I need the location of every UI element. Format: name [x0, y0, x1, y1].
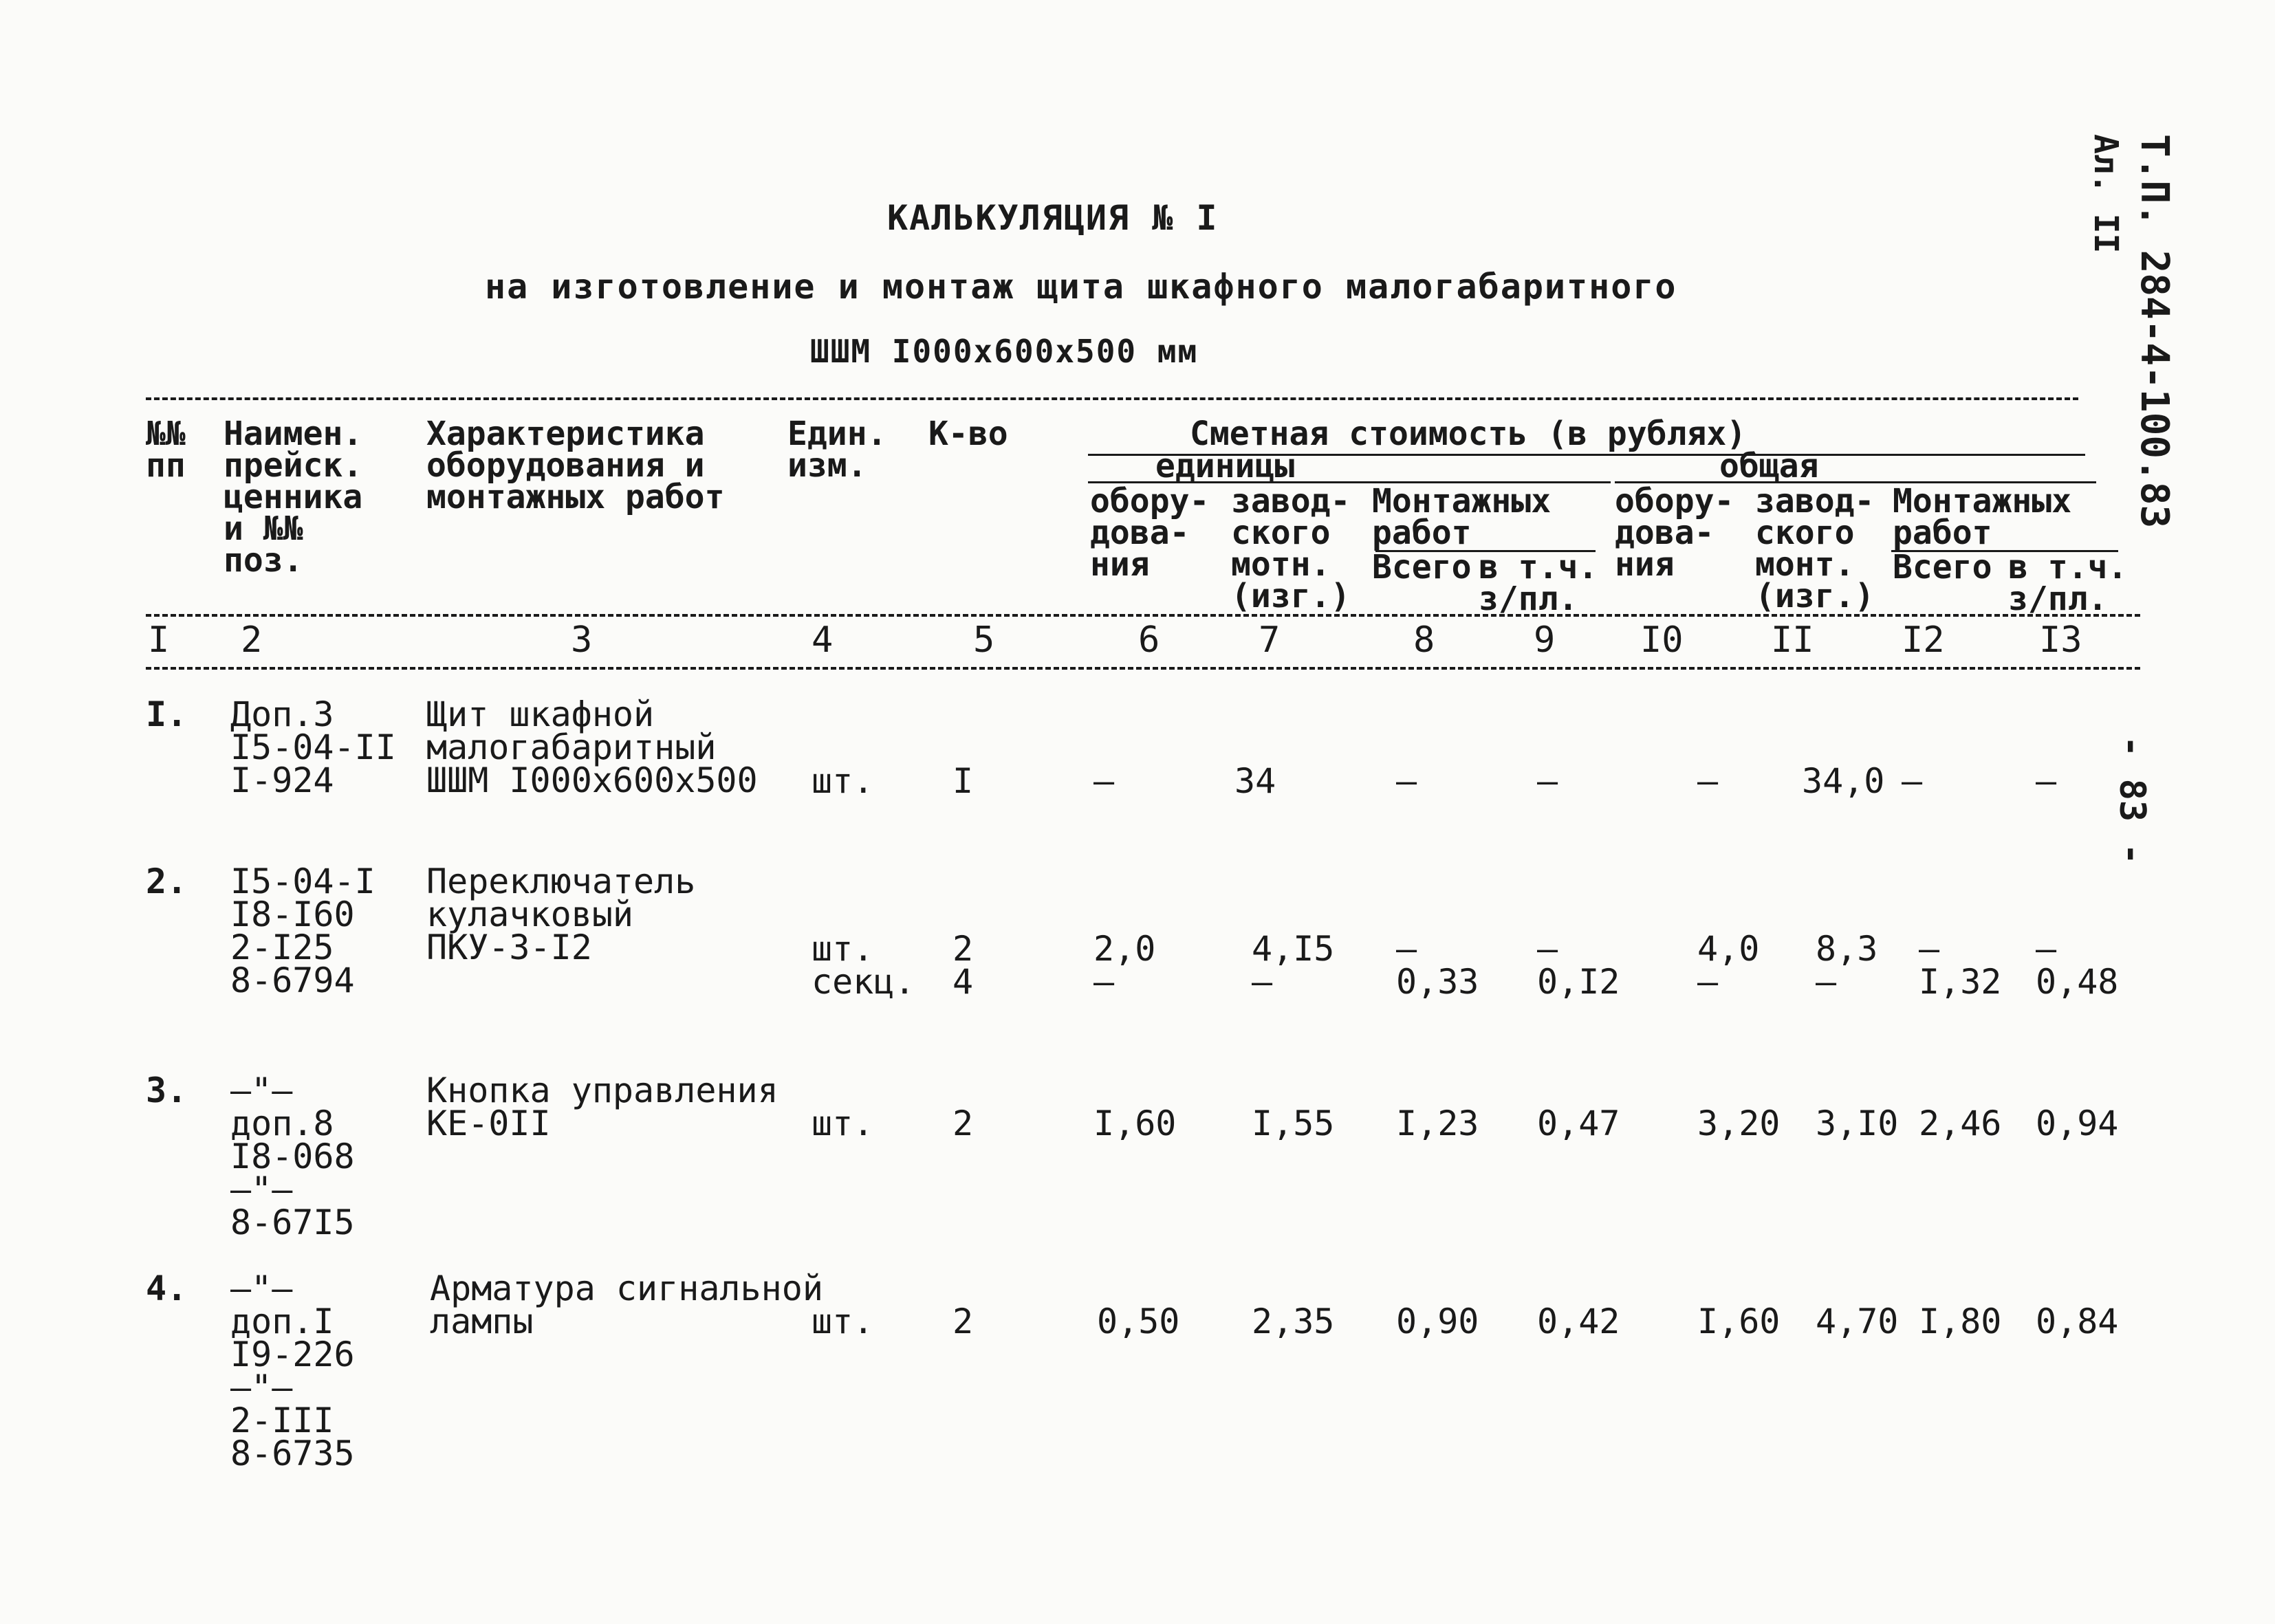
- rule-colnums-bottom: [146, 667, 2140, 670]
- doc-subtitle: на изготовление и монтаж щита шкафного малогабаритного: [485, 267, 1677, 307]
- table-row-c12: –: [1902, 761, 1923, 801]
- table-row-description: Переключатель кулачковый ПКУ-3-I2: [426, 862, 696, 967]
- table-row-c8: 0,90: [1396, 1302, 1479, 1341]
- table-row-c8: I,23: [1396, 1104, 1479, 1143]
- page-number: - 83 -: [2111, 736, 2153, 865]
- table-row-c10: I,60: [1697, 1302, 1781, 1341]
- table-row-c13: 0,94: [2036, 1104, 2119, 1143]
- table-row-c7: 34: [1234, 761, 1276, 801]
- header-total: общая: [1719, 447, 1819, 485]
- colnum: 2: [241, 619, 263, 661]
- table-row-c6: I,60: [1093, 1104, 1177, 1143]
- colnum: II: [1771, 619, 1814, 661]
- table-row-c11: 4,70: [1816, 1302, 1899, 1341]
- header-c8-9: Монтажных работ: [1372, 482, 1552, 552]
- table-row-c11: 8,3 –: [1816, 929, 1878, 1002]
- header-unit: Един. изм.: [787, 415, 887, 485]
- table-row-qty: 2 4: [953, 929, 974, 1002]
- colnum: 4: [812, 619, 834, 661]
- table-row-c12: I,80: [1919, 1302, 2002, 1341]
- doc-title: КАЛЬКУЛЯЦИЯ № I: [887, 198, 1219, 238]
- table-row-number: 2.: [146, 862, 188, 901]
- header-c12: Всего: [1893, 548, 1992, 586]
- header-c10: обору- дова- ния: [1615, 482, 1734, 584]
- header-c9: в т.ч. з/пл.: [1479, 548, 1598, 618]
- table-row-c7: 4,I5 –: [1252, 929, 1335, 1002]
- table-row-unit: шт.: [812, 1302, 874, 1341]
- colnum: 6: [1138, 619, 1160, 661]
- header-c13: в т.ч. з/пл.: [2008, 548, 2128, 618]
- table-row-unit: шт.: [812, 761, 874, 801]
- table-row-c11: 3,I0: [1816, 1104, 1899, 1143]
- table-row-code: –"– доп.8 I8-068 –"– 8-67I5: [230, 1071, 355, 1242]
- table-row-c11: 34,0: [1802, 761, 1885, 801]
- table-row-unit: шт.: [812, 1104, 874, 1143]
- table-row-qty: I: [953, 761, 974, 801]
- table-row-c6: 2,0 –: [1093, 929, 1156, 1002]
- header-c12-13: Монтажных работ: [1893, 482, 2072, 552]
- table-row-c9: –: [1537, 761, 1558, 801]
- header-c8: Всего: [1372, 548, 1472, 586]
- table-row-c10: 3,20: [1697, 1104, 1781, 1143]
- table-row-code: I5-04-I I8-I60 2-I25 8-6794: [230, 862, 375, 1000]
- table-row-code: –"– доп.I I9-226 –"– 2-III 8-6735: [230, 1269, 355, 1473]
- table-row-number: I.: [146, 694, 188, 734]
- table-row-c13: 0,84: [2036, 1302, 2119, 1341]
- colnum: 3: [571, 619, 593, 661]
- table-row-c8: –: [1396, 761, 1417, 801]
- header-c6: обору- дова- ния: [1090, 482, 1210, 584]
- rule-top: [146, 397, 2078, 400]
- table-row-description: Кнопка управления КЕ-0II: [426, 1071, 779, 1143]
- table-row-c6: –: [1093, 761, 1115, 801]
- doc-subtitle-2: ШШМ I000х600х500 мм: [810, 333, 1199, 370]
- header-number: №№ пп: [146, 415, 186, 485]
- table-row-qty: 2: [953, 1104, 974, 1143]
- side-code: Т.П. 284-4-100.83: [2132, 134, 2177, 529]
- table-row-c9: 0,47: [1537, 1104, 1620, 1143]
- colnum: 7: [1259, 619, 1281, 661]
- table-row-c9: 0,42: [1537, 1302, 1620, 1341]
- header-per-unit: единицы: [1155, 447, 1295, 485]
- table-row-description: Щит шкафной малогабаритный ШШМ I000х600х500: [426, 694, 758, 800]
- table-row-c6: 0,50: [1097, 1302, 1180, 1341]
- table-row-c9: – 0,I2: [1537, 929, 1620, 1002]
- colnum: 8: [1413, 619, 1435, 661]
- table-row-c10: –: [1697, 761, 1719, 801]
- table-row-qty: 2: [953, 1302, 974, 1341]
- table-row-c7: 2,35: [1252, 1302, 1335, 1341]
- colnum: I2: [1902, 619, 1945, 661]
- colnum: 5: [973, 619, 995, 661]
- table-row-c13: – 0,48: [2036, 929, 2119, 1002]
- table-row-description: Арматура сигнальной лампы: [430, 1269, 823, 1341]
- header-c7: завод- ского мотн. (изг.): [1231, 482, 1351, 615]
- header-characteristic: Характеристика оборудования и монтажных работ: [426, 415, 725, 516]
- table-row-unit: шт. секц.: [812, 929, 915, 1002]
- table-row-code: Доп.3 I5-04-II I-924: [230, 694, 396, 800]
- colnum: I3: [2039, 619, 2082, 661]
- header-quantity: К-во: [928, 415, 1008, 453]
- table-row-c13: –: [2036, 761, 2057, 801]
- table-row-c8: – 0,33: [1396, 929, 1479, 1002]
- table-row-c7: I,55: [1252, 1104, 1335, 1143]
- header-c11: завод- ского монт. (изг.): [1755, 482, 1875, 615]
- table-row-number: 4.: [146, 1269, 188, 1308]
- colnum: I0: [1640, 619, 1684, 661]
- table-row-number: 3.: [146, 1071, 188, 1110]
- side-code-2: Ал. II: [2087, 134, 2125, 254]
- header-pricelist: Наимен. прейск. ценника и №№ поз.: [224, 415, 363, 580]
- colnum: 9: [1534, 619, 1556, 661]
- header-estimated-cost: Сметная стоимость (в рублях): [1190, 415, 1747, 453]
- table-row-c10: 4,0 –: [1697, 929, 1760, 1002]
- colnum: I: [148, 619, 170, 661]
- table-row-c12: 2,46: [1919, 1104, 2002, 1143]
- table-row-c12: – I,32: [1919, 929, 2002, 1002]
